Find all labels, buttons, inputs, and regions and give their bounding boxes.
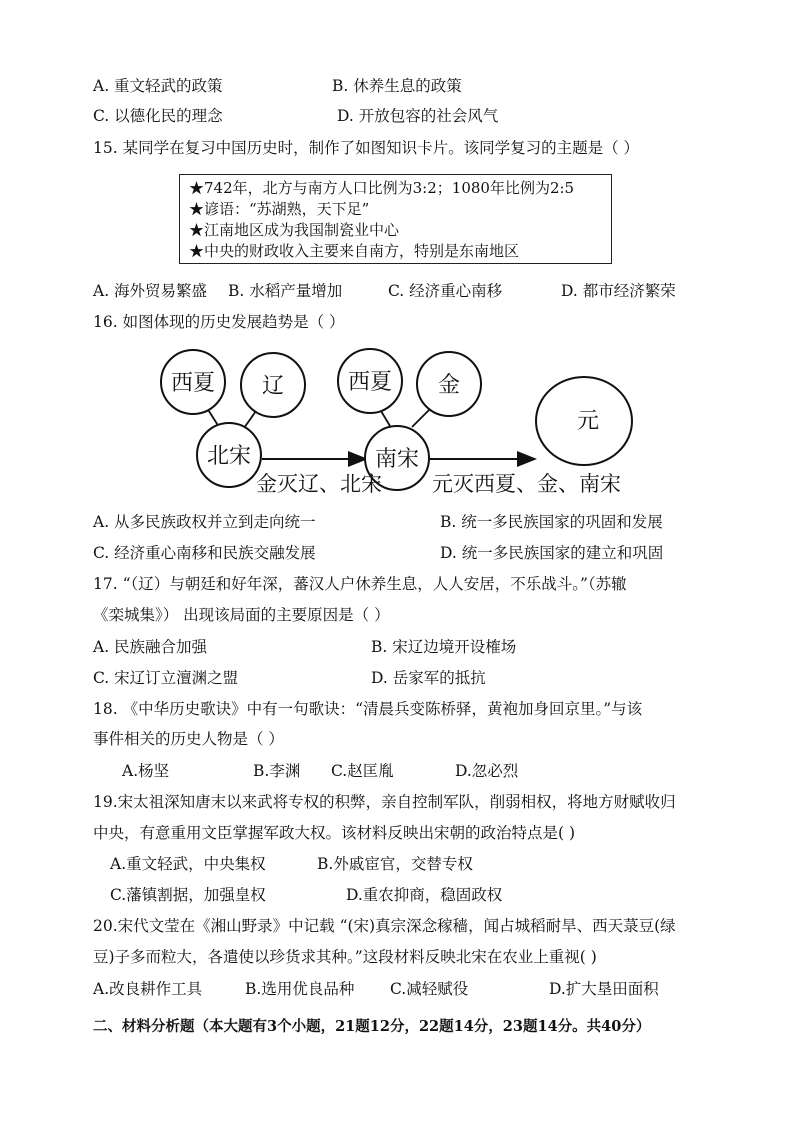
q17-option-c: C. 宋辽订立澶渊之盟 bbox=[93, 669, 239, 687]
q14-option-d: D. 开放包容的社会风气 bbox=[337, 107, 499, 125]
q18-option-c: C.赵匡胤 bbox=[331, 762, 394, 780]
q19-option-c: C.藩镇割据，加强皇权 bbox=[110, 886, 266, 904]
label-yuan: 元 bbox=[576, 409, 600, 434]
q18-stem-line1: 18. 《中华历史歌诀》中有一句歌诀：“清晨兵变陈桥驿，黄袍加身回京里。”与该 bbox=[93, 700, 643, 718]
q20-stem-line2: 豆)子多而粒大，各遣使以珍货求其种。”这段材料反映北宋在农业上重视( ) bbox=[93, 948, 597, 966]
q19-option-d: D.重农抑商，稳固政权 bbox=[346, 886, 503, 904]
q14-option-c: C. 以德化民的理念 bbox=[93, 107, 223, 125]
label-liao: 辽 bbox=[261, 374, 285, 399]
q14-option-b: B. 休养生息的政策 bbox=[332, 77, 462, 95]
label-nansong: 南宋 bbox=[374, 447, 420, 472]
q17-option-b: B. 宋辽边境开设榷场 bbox=[371, 638, 517, 656]
label-jin: 金 bbox=[437, 373, 461, 398]
q15-option-a: A. 海外贸易繁盛 bbox=[93, 282, 208, 300]
q19-option-a: A.重文轻武，中央集权 bbox=[110, 855, 266, 873]
q16-option-d: D. 统一多民族国家的建立和巩固 bbox=[440, 544, 664, 562]
q19-stem-line1: 19.宋太祖深知唐末以来武将专权的积弊，亲自控制军队，削弱相权，将地方财赋收归 bbox=[93, 793, 676, 811]
q14-option-a: A. 重文轻武的政策 bbox=[93, 77, 223, 95]
q18-stem-line2: 事件相关的历史人物是（ ） bbox=[93, 730, 284, 748]
arrow2-caption: 元灭西夏、金、南宋 bbox=[432, 472, 621, 496]
q15-option-d: D. 都市经济繁荣 bbox=[561, 282, 676, 300]
q16-option-c: C. 经济重心南移和民族交融发展 bbox=[93, 544, 316, 562]
q15-stem: 15. 某同学在复习中国历史时，制作了如图知识卡片。该同学复习的主题是（ ） bbox=[93, 139, 640, 157]
q19-stem-line2: 中央，有意重用文臣掌握军政大权。该材料反映出宋朝的政治特点是( ) bbox=[93, 824, 576, 842]
q20-option-b: B.选用优良品种 bbox=[245, 980, 355, 998]
q20-option-c: C.减轻赋役 bbox=[390, 980, 469, 998]
arrow1-caption: 金灭辽、北宋 bbox=[256, 472, 382, 496]
section2-heading: 二、材料分析题（本大题有3个小题，21题12分，22题14分，23题14分。共40分） bbox=[93, 1018, 651, 1035]
q20-option-d: D.扩大垦田面积 bbox=[549, 980, 659, 998]
q18-option-d: D.忽必烈 bbox=[455, 762, 519, 780]
q19-option-b: B.外戚宦官，交替专权 bbox=[317, 855, 473, 873]
card-line-4: ★中央的财政收入主要来自南方，特别是东南地区 bbox=[189, 242, 520, 260]
q15-option-c: C. 经济重心南移 bbox=[388, 282, 503, 300]
label-beisong: 北宋 bbox=[206, 444, 252, 469]
q17-option-a: A. 民族融合加强 bbox=[93, 638, 208, 656]
card-line-3: ★江南地区成为我国制瓷业中心 bbox=[189, 221, 400, 239]
q18-option-b: B.李渊 bbox=[253, 762, 301, 780]
q17-option-d: D. 岳家军的抵抗 bbox=[371, 669, 486, 687]
q18-option-a: A.杨坚 bbox=[122, 762, 170, 780]
card-line-2: ★谚语：“苏湖熟，天下足” bbox=[189, 200, 370, 218]
q17-stem-line2: 《栾城集》） 出现该局面的主要原因是（ ） bbox=[93, 606, 390, 624]
q16-option-a: A. 从多民族政权并立到走向统一 bbox=[93, 513, 316, 531]
card-line-1: ★742年，北方与南方人口比例为3:2；1080年比例为2:5 bbox=[189, 179, 575, 197]
label-xixia-2: 西夏 bbox=[347, 370, 393, 395]
q16-stem: 16. 如图体现的历史发展趋势是（ ） bbox=[93, 313, 345, 331]
q20-stem-line1: 20.宋代文莹在《湘山野录》中记载 “(宋)真宗深念稼穑，闻占城稻耐旱、西天菉豆(绿 bbox=[93, 917, 676, 935]
label-xixia-1: 西夏 bbox=[170, 371, 216, 396]
q17-stem-line1: 17. “（辽）与朝廷和好年深，蕃汉人户休养生息，人人安居，不乐战斗。”（苏辙 bbox=[93, 575, 627, 593]
q16-option-b: B. 统一多民族国家的巩固和发展 bbox=[440, 513, 663, 531]
q15-option-b: B. 水稻产量增加 bbox=[228, 282, 343, 300]
q20-option-a: A.改良耕作工具 bbox=[93, 980, 203, 998]
